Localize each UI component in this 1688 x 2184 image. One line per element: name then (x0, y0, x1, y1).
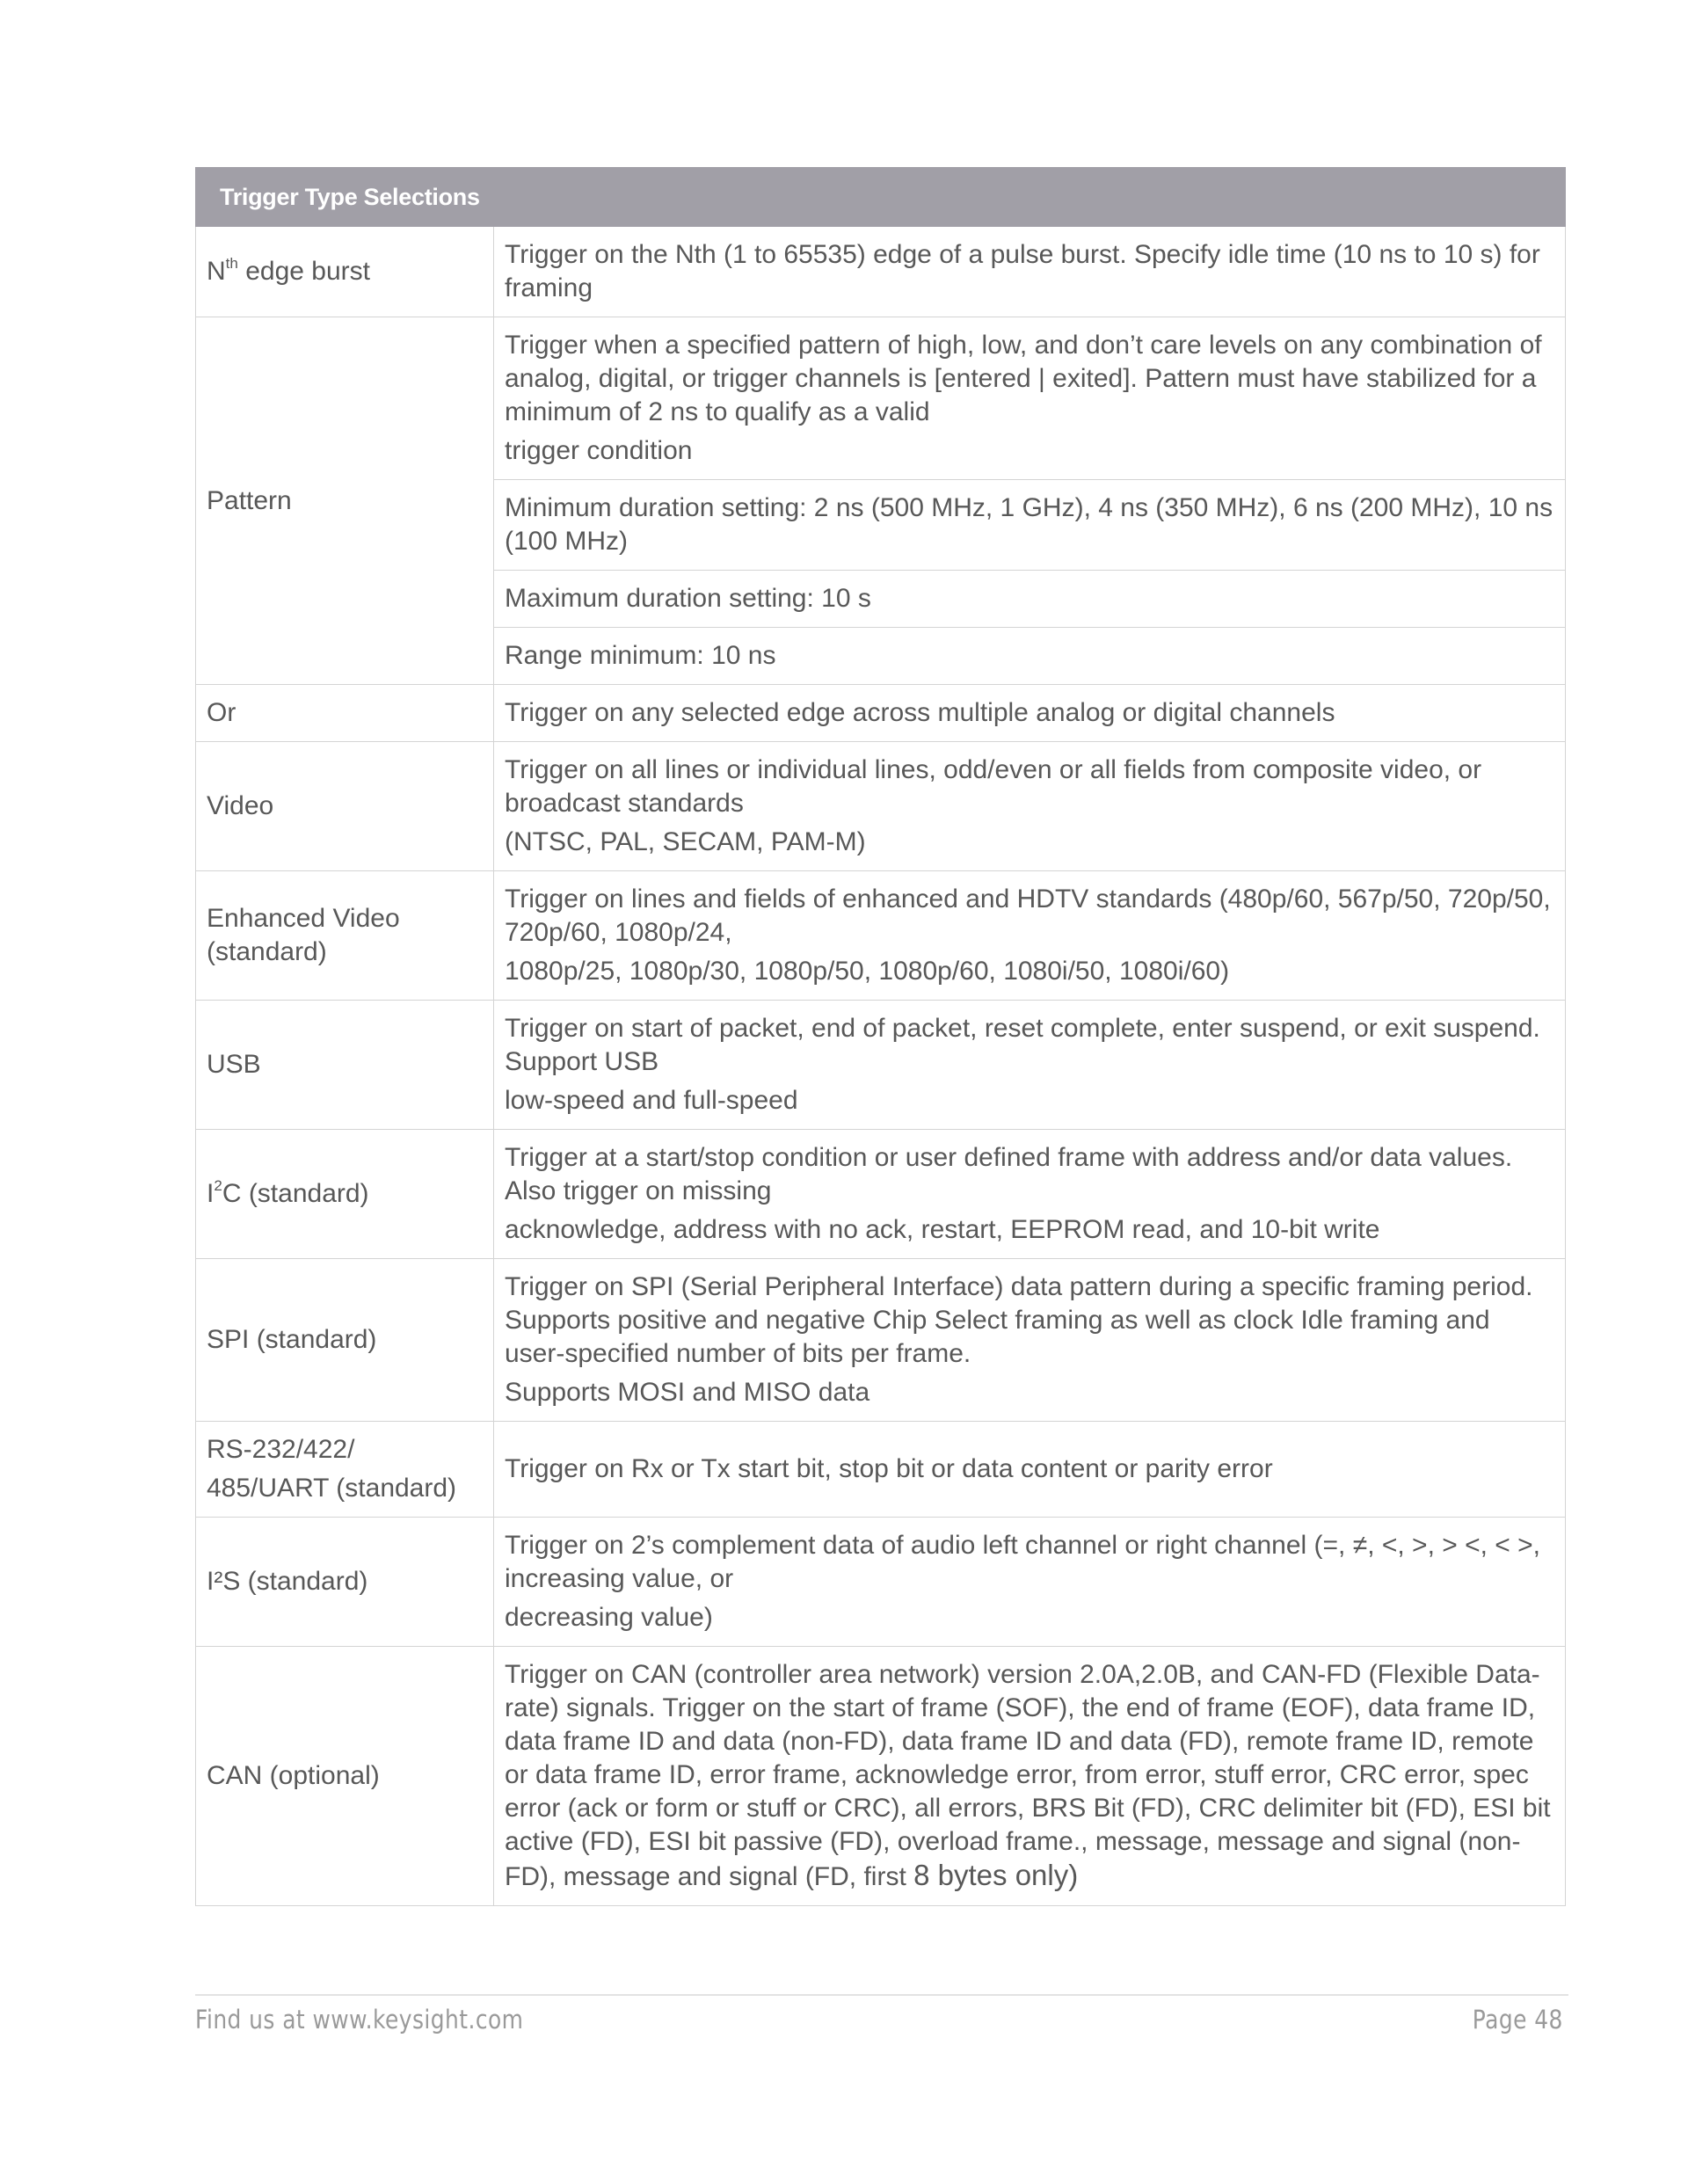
row-label-enhanced-video: Enhanced Video (standard) (196, 871, 494, 1001)
table-row (196, 227, 1566, 317)
label-text: RS-232/422/ (207, 1435, 355, 1464)
label-text: C (standard) (222, 1179, 369, 1208)
table-row (196, 685, 1566, 742)
desc-text: trigger condition (505, 436, 693, 465)
row-desc-pattern-4 (494, 628, 1566, 685)
row-desc-i2s (494, 1518, 1566, 1647)
table-row (196, 1422, 1566, 1518)
table-row (196, 1259, 1566, 1422)
desc-text: Trigger on lines and fields of enhanced and HDTV standards (480p/60, 567p/50, 720p/50, 720p/60, 1080p/24, (505, 885, 1551, 947)
row-desc-or (494, 685, 1566, 742)
row-label-i2c (196, 1130, 494, 1259)
label-superscript: th (225, 255, 238, 272)
table-row (196, 317, 1566, 480)
table-header-cell (196, 168, 494, 227)
row-desc-pattern-2 (494, 480, 1566, 571)
table-row (196, 1518, 1566, 1647)
desc-text: Trigger on start of packet, end of packet, reset complete, enter suspend, or exit suspend. Support USB (505, 1014, 1540, 1076)
table-row (196, 1001, 1566, 1130)
desc-text: Trigger when a specified pattern of high, low, and don’t care levels on any combination of analog, digital, or trigger channels is [entered | exited]. Pattern must have stabilized for a minimum of 2 ns to qualify as a valid (505, 331, 1542, 426)
row-desc-i2c (494, 1130, 1566, 1259)
desc-text: (NTSC, PAL, SECAM, PAM-M) (505, 827, 866, 856)
row-label-usb: USB (196, 1001, 494, 1130)
row-label-spi: SPI (standard) (196, 1259, 494, 1422)
label-text: edge burst (237, 257, 370, 286)
row-desc-nth-edge-burst (494, 227, 1566, 317)
desc-text: Maximum duration setting: 10 s (505, 584, 871, 613)
desc-text: Trigger on SPI (Serial Peripheral Interface) data pattern during a specific framing period. Supports positive and negative Chip Select framing as well as clock Idle framing and user-specified number of bits per frame. (505, 1272, 1533, 1368)
row-desc-video (494, 742, 1566, 871)
row-label-rs232 (196, 1422, 494, 1518)
desc-text: decreasing value) (505, 1603, 713, 1632)
desc-text: Trigger on all lines or individual lines, odd/even or all fields from composite video, or broadcast standards (505, 755, 1482, 818)
label-text: I (207, 1179, 215, 1208)
desc-text (505, 1658, 1554, 1894)
table-row (196, 1647, 1566, 1906)
row-desc-pattern-1 (494, 317, 1566, 480)
row-label-or: Or (196, 685, 494, 742)
desc-text: Trigger on Rx or Tx start bit, stop bit or data content or parity error (505, 1454, 1273, 1483)
row-desc-enhanced-video (494, 871, 1566, 1001)
row-label-can: CAN (optional) (196, 1647, 494, 1906)
row-label-nth-edge-burst (196, 227, 494, 317)
table-header-empty-cell (494, 168, 1566, 227)
desc-text-main: Trigger on CAN (controller area network) version 2.0A,2.0B, and CAN-FD (Flexible Data-rate) signals. Trigger on the start of frame (SOF), the end of frame (EOF), data frame ID, data frame ID and data (non-FD), data frame ID and data (FD), remote frame ID, remote or data frame ID, error frame, acknowledge error, from error, stuff error, CRC error, spec error (ack or form or stuff or CRC), all errors, BRS Bit (FD), CRC delimiter bit (FD), ESI bit active (FD), ESI bit passive (FD), overload frame., message, message and signal (non-FD), message and signal (FD, first (505, 1660, 1551, 1891)
desc-text: low-speed and full-speed (505, 1086, 798, 1115)
table-row (196, 742, 1566, 871)
desc-text: Supports MOSI and MISO data (505, 1378, 870, 1407)
label-text: 485/UART (standard) (207, 1474, 457, 1503)
table-header-title: Trigger Type Selections (220, 183, 480, 210)
footer-page-number: Page 48 (1472, 2005, 1563, 2035)
desc-text: Trigger at a start/stop condition or user defined frame with address and/or data values. Also trigger on missing (505, 1143, 1513, 1205)
row-desc-pattern-3 (494, 571, 1566, 628)
desc-text: Trigger on 2’s complement data of audio left channel or right channel (=, ≠, <, >, > <, < >, increasing value, or (505, 1531, 1540, 1593)
row-desc-can (494, 1647, 1566, 1906)
desc-text: acknowledge, address with no ack, restart, EEPROM read, and 10-bit write (505, 1215, 1380, 1244)
desc-text-tail: 8 bytes only) (913, 1859, 1079, 1891)
footer-website: Find us at www.keysight.com (195, 2005, 524, 2035)
row-desc-rs232 (494, 1422, 1566, 1518)
row-label-i2s: I²S (standard) (196, 1518, 494, 1647)
desc-text: Trigger on any selected edge across multiple analog or digital channels (505, 698, 1335, 727)
desc-text: Trigger on the Nth (1 to 65535) edge of a pulse burst. Specify idle time (10 ns to 10 s) for framing (505, 240, 1540, 302)
row-desc-spi (494, 1259, 1566, 1422)
table-row (196, 871, 1566, 1001)
row-label-pattern: Pattern (196, 317, 494, 685)
table-header-row (196, 168, 1566, 227)
trigger-type-table (195, 167, 1566, 1906)
desc-text: 1080p/25, 1080p/30, 1080p/50, 1080p/60, 1080i/50, 1080i/60) (505, 957, 1230, 986)
row-desc-usb (494, 1001, 1566, 1130)
table-row (196, 1130, 1566, 1259)
label-superscript: 2 (214, 1177, 222, 1194)
desc-text: Range minimum: 10 ns (505, 641, 776, 670)
footer-divider (195, 1994, 1568, 1996)
label-text: N (207, 257, 226, 286)
desc-text: Minimum duration setting: 2 ns (500 MHz, 1 GHz), 4 ns (350 MHz), 6 ns (200 MHz), 10 ns (100 MHz) (505, 493, 1553, 556)
row-label-video: Video (196, 742, 494, 871)
